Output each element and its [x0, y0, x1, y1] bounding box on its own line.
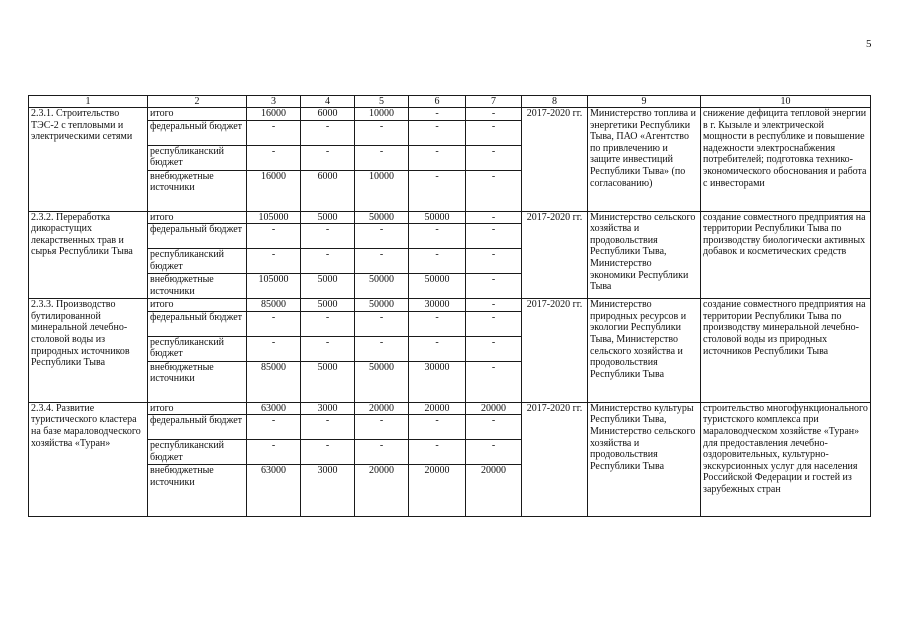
value-cell: 50000: [355, 299, 409, 312]
value-cell: 3000: [301, 402, 355, 415]
value-cell: -: [301, 120, 355, 145]
source-name: внебюджетные источники: [148, 361, 247, 402]
value-cell: 20000: [355, 402, 409, 415]
value-cell: -: [466, 145, 522, 170]
value-cell: -: [247, 224, 301, 249]
value-cell: -: [409, 145, 466, 170]
result-cell: строительство многофункционального туристского комплекса при мараловодческом хозяйстве «Туран» для предоставления лечебно-оздоровительных, культурно-экскурсионных услуг для населения Российской Федерации и гостей из зарубежных стран: [701, 402, 871, 517]
value-cell: -: [466, 311, 522, 336]
value-cell: -: [301, 311, 355, 336]
value-cell: 50000: [409, 274, 466, 299]
value-cell: -: [355, 120, 409, 145]
col-header: 10: [701, 96, 871, 108]
source-name: итого: [148, 402, 247, 415]
value-cell: 16000: [247, 170, 301, 211]
table-row: [29, 402, 871, 415]
value-cell: -: [301, 336, 355, 361]
value-cell: -: [247, 249, 301, 274]
value-cell: 6000: [301, 108, 355, 121]
value-cell: 20000: [355, 465, 409, 517]
period-cell: 2017-2020 гг.: [522, 108, 588, 212]
value-cell: -: [247, 145, 301, 170]
col-header: 6: [409, 96, 466, 108]
value-cell: -: [247, 336, 301, 361]
value-cell: -: [466, 211, 522, 224]
value-cell: -: [466, 108, 522, 121]
value-cell: -: [466, 440, 522, 465]
result-cell: создание совместного предприятия на территории Республики Тыва по производству биологически активных добавок и косметических средств: [701, 211, 871, 299]
source-name: итого: [148, 299, 247, 312]
table-row: [29, 299, 871, 312]
value-cell: -: [247, 440, 301, 465]
value-cell: -: [466, 249, 522, 274]
value-cell: -: [355, 249, 409, 274]
value-cell: -: [466, 415, 522, 440]
value-cell: -: [301, 249, 355, 274]
value-cell: 105000: [247, 211, 301, 224]
project-name: 2.3.4. Развитие туристического кластера на базе мараловодческого хозяйства «Туран»: [29, 402, 148, 517]
period-cell: 2017-2020 гг.: [522, 299, 588, 403]
value-cell: 85000: [247, 299, 301, 312]
value-cell: -: [247, 415, 301, 440]
header-row: [29, 96, 871, 108]
value-cell: 20000: [409, 465, 466, 517]
value-cell: -: [409, 120, 466, 145]
value-cell: -: [355, 145, 409, 170]
executor-cell: Министерство сельского хозяйства и продовольствия Республики Тыва, Министерство экономики Республики Тыва: [588, 211, 701, 299]
result-cell: снижение дефицита тепловой энергии в г. Кызыле и электрической мощности в республике и повышение надежности электроснабжения потребителей; подготовка технико-экономического обоснования и работа с инвесторами: [701, 108, 871, 212]
executor-cell: Министерство природных ресурсов и экологии Республики Тыва, Министерство сельского хозяйства и продовольствия Республики Тыва: [588, 299, 701, 403]
source-name: республиканский бюджет: [148, 336, 247, 361]
value-cell: 16000: [247, 108, 301, 121]
value-cell: -: [466, 274, 522, 299]
value-cell: -: [301, 224, 355, 249]
value-cell: -: [409, 440, 466, 465]
value-cell: -: [355, 224, 409, 249]
source-name: республиканский бюджет: [148, 249, 247, 274]
value-cell: 30000: [409, 361, 466, 402]
value-cell: -: [301, 440, 355, 465]
col-header: 9: [588, 96, 701, 108]
value-cell: -: [466, 361, 522, 402]
value-cell: -: [409, 311, 466, 336]
value-cell: -: [355, 415, 409, 440]
value-cell: -: [409, 108, 466, 121]
value-cell: -: [355, 336, 409, 361]
value-cell: 50000: [355, 211, 409, 224]
value-cell: 50000: [355, 361, 409, 402]
value-cell: 63000: [247, 465, 301, 517]
source-name: республиканский бюджет: [148, 440, 247, 465]
source-name: республиканский бюджет: [148, 145, 247, 170]
col-header: 7: [466, 96, 522, 108]
col-header: 8: [522, 96, 588, 108]
value-cell: -: [409, 170, 466, 211]
value-cell: -: [301, 415, 355, 440]
value-cell: 63000: [247, 402, 301, 415]
value-cell: -: [409, 249, 466, 274]
value-cell: -: [247, 311, 301, 336]
value-cell: 85000: [247, 361, 301, 402]
table-row: [29, 108, 871, 121]
value-cell: 20000: [466, 402, 522, 415]
page-number: 5: [866, 38, 872, 50]
source-name: федеральный бюджет: [148, 311, 247, 336]
value-cell: 5000: [301, 211, 355, 224]
source-name: внебюджетные источники: [148, 465, 247, 517]
value-cell: -: [466, 170, 522, 211]
source-name: федеральный бюджет: [148, 224, 247, 249]
value-cell: -: [355, 311, 409, 336]
result-cell: создание совместного предприятия на территории Республики Тыва по производству минеральной лечебно-столовой воды из природных источников Республики Тыва: [701, 299, 871, 403]
source-name: итого: [148, 108, 247, 121]
value-cell: -: [409, 415, 466, 440]
value-cell: 5000: [301, 299, 355, 312]
value-cell: -: [409, 336, 466, 361]
table-row: [29, 211, 871, 224]
col-header: 1: [29, 96, 148, 108]
col-header: 5: [355, 96, 409, 108]
value-cell: 10000: [355, 170, 409, 211]
source-name: итого: [148, 211, 247, 224]
value-cell: 20000: [409, 402, 466, 415]
value-cell: -: [355, 440, 409, 465]
executor-cell: Министерство культуры Республики Тыва, Министерство сельского хозяйства и продовольствия Республики Тыва: [588, 402, 701, 517]
program-table: [28, 95, 871, 517]
value-cell: 10000: [355, 108, 409, 121]
value-cell: 50000: [355, 274, 409, 299]
value-cell: 3000: [301, 465, 355, 517]
value-cell: -: [466, 120, 522, 145]
value-cell: 105000: [247, 274, 301, 299]
value-cell: 5000: [301, 274, 355, 299]
value-cell: 50000: [409, 211, 466, 224]
value-cell: 20000: [466, 465, 522, 517]
project-name: 2.3.1. Строительство ТЭС-2 с тепловыми и электрическими сетями: [29, 108, 148, 212]
period-cell: 2017-2020 гг.: [522, 402, 588, 517]
value-cell: -: [301, 145, 355, 170]
value-cell: 5000: [301, 361, 355, 402]
value-cell: 30000: [409, 299, 466, 312]
value-cell: -: [247, 120, 301, 145]
value-cell: 6000: [301, 170, 355, 211]
value-cell: -: [409, 224, 466, 249]
col-header: 3: [247, 96, 301, 108]
source-name: внебюджетные источники: [148, 170, 247, 211]
period-cell: 2017-2020 гг.: [522, 211, 588, 299]
executor-cell: Министерство топлива и энергетики Республики Тыва, ПАО «Агентство по привлечению и защите инвестиций Республики Тыва» (по согласованию): [588, 108, 701, 212]
source-name: федеральный бюджет: [148, 415, 247, 440]
source-name: федеральный бюджет: [148, 120, 247, 145]
col-header: 4: [301, 96, 355, 108]
value-cell: -: [466, 299, 522, 312]
value-cell: -: [466, 336, 522, 361]
value-cell: -: [466, 224, 522, 249]
project-name: 2.3.2. Переработка дикорастущих лекарственных трав и сырья Республики Тыва: [29, 211, 148, 299]
col-header: 2: [148, 96, 247, 108]
source-name: внебюджетные источники: [148, 274, 247, 299]
project-name: 2.3.3. Производство бутилированной минеральной лечебно-столовой воды из природных источников Республики Тыва: [29, 299, 148, 403]
